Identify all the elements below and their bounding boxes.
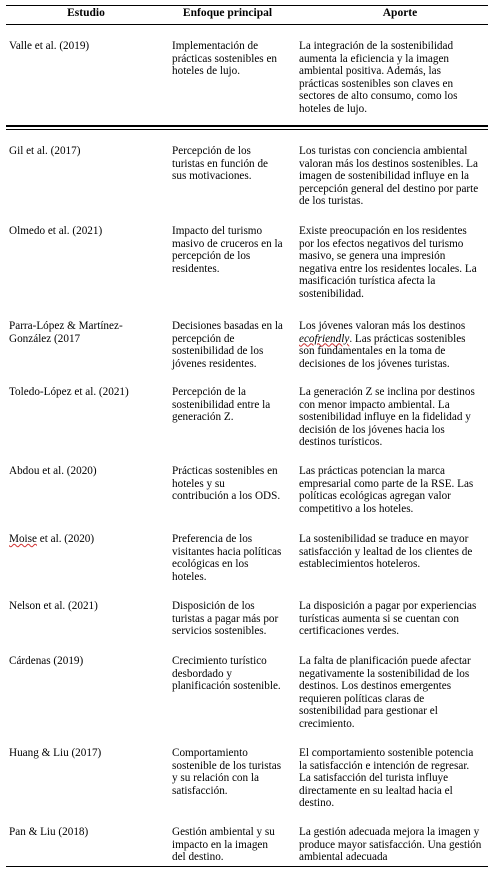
estudio-cell: Toledo-López et al. (2021) (9, 386, 129, 398)
spellcheck-marked-word: ecofriendly (299, 332, 350, 345)
enfoque-cell: Gestión ambiental y su impacto en la imagen del destino. (172, 826, 275, 864)
aporte-cell: La generación Z se inclina por destinos con menor impacto ambiental. La sostenibilidad influye en la fidelidad y decisión de los jóvenes hacia los destinos turísticos. (299, 386, 475, 449)
aporte-cell: La sostenibilidad se traduce en mayor satisfacción y lealtad de los clientes de establecimientos hoteleros. (299, 533, 473, 571)
enfoque-cell: Disposición de los turistas a pagar más por servicios sostenibles. (172, 600, 279, 638)
enfoque-cell: Comportamiento sostenible de los turistas y su relación con la satisfacción. (172, 747, 282, 797)
estudio-cell (9, 533, 159, 546)
enfoque-cell: Decisiones basadas en la percepción de sostenibilidad de los jóvenes residentes. (172, 320, 283, 370)
enfoque-cell: Prácticas sostenibles en hoteles y su contribución a los ODS. (172, 465, 281, 503)
estudio-cell: Nelson et al. (2021) (9, 600, 98, 612)
aporte-cell: Existe preocupación en los residentes por los efectos negativos del turismo masivo, se genera una impresión negativa entre los residentes locales. La masificación turística afecta la sostenibilidad. (299, 225, 477, 300)
aporte-cell: Las prácticas potencian la marca empresarial como parte de la RSE. Las políticas ecológicas agregan valor competitivo a los hoteles. (299, 465, 474, 515)
section-divider-rule-bottom (6, 129, 488, 130)
estudio-cell: Gil et al. (2017) (9, 145, 81, 157)
aporte-cell (299, 320, 483, 370)
spellcheck-marked-word: Moise (9, 533, 37, 545)
estudio-cell: Pan & Liu (2018) (9, 826, 89, 838)
estudio-cell: Huang & Liu (2017) (9, 747, 102, 759)
estudio-cell: Cárdenas (2019) (9, 655, 84, 667)
aporte-cell: Los turistas con conciencia ambiental valoran más los destinos sostenibles. La imagen de sostenibilidad influye en la percepción general del destino por parte de los turistas. (299, 145, 479, 208)
column-header-estudio: Estudio (67, 7, 105, 19)
column-header-aporte: Aporte (382, 7, 418, 19)
section-divider-rule-top (6, 125, 488, 127)
estudio-cell: Abdou et al. (2020) (9, 465, 97, 477)
enfoque-cell: Percepción de los turistas en función de sus motivaciones. (172, 145, 269, 183)
enfoque-cell: Impacto del turismo masivo de cruceros en la percepción de los residentes. (172, 225, 283, 275)
enfoque-cell: Crecimiento turístico desbordado y planificación sostenible. (172, 655, 281, 693)
aporte-text-pre: Los jóvenes valoran más los destinos (299, 320, 466, 332)
aporte-cell: La integración de la sostenibilidad aumenta la eficiencia y la imagen ambiental positiva. Además, las prácticas sostenibles son claves en sectores de alto consumo, como los hoteles de lujo. (299, 40, 458, 115)
enfoque-cell: Preferencia de los visitantes hacia políticas ecológicas en los hoteles. (172, 533, 282, 583)
aporte-cell: La gestión adecuada mejora la imagen y produce mayor satisfacción. Una gestión ambiental adecuada (299, 826, 482, 864)
table-top-rule (6, 5, 488, 6)
aporte-cell: La disposición a pagar por experiencias turísticas aumenta si se cuentan con certificaciones verdes. (299, 600, 477, 638)
column-header-enfoque: Enfoque principal (182, 7, 273, 19)
estudio-cell: Olmedo et al. (2021) (9, 225, 103, 237)
header-bottom-rule (6, 24, 488, 25)
estudio-cell: Valle et al. (2019) (9, 40, 90, 52)
estudio-cell: Parra-López & Martínez-González (2017 (9, 320, 123, 345)
estudio-text-post: et al. (2020) (36, 533, 95, 545)
aporte-text-post: . Las prácticas sostenibles son fundamentales en la toma de decisiones de los jóvenes turistas. (299, 332, 466, 370)
enfoque-cell: Implementación de prácticas sostenibles en hoteles de lujo. (172, 40, 278, 78)
aporte-cell: El comportamiento sostenible potencia la satisfacción e intención de regresar. La satisfacción del turista influye directamente en su lealtad hacia el destino. (299, 747, 474, 810)
enfoque-cell: Percepción de la sostenibilidad entre la generación Z. (172, 386, 271, 424)
table-bottom-rule (6, 866, 488, 867)
aporte-cell: La falta de planificación puede afectar negativamente la sostenibilidad de los destinos. Los destinos emergentes requieren políticas claras de sostenibilidad para gestionar el crecimiento. (299, 655, 471, 730)
